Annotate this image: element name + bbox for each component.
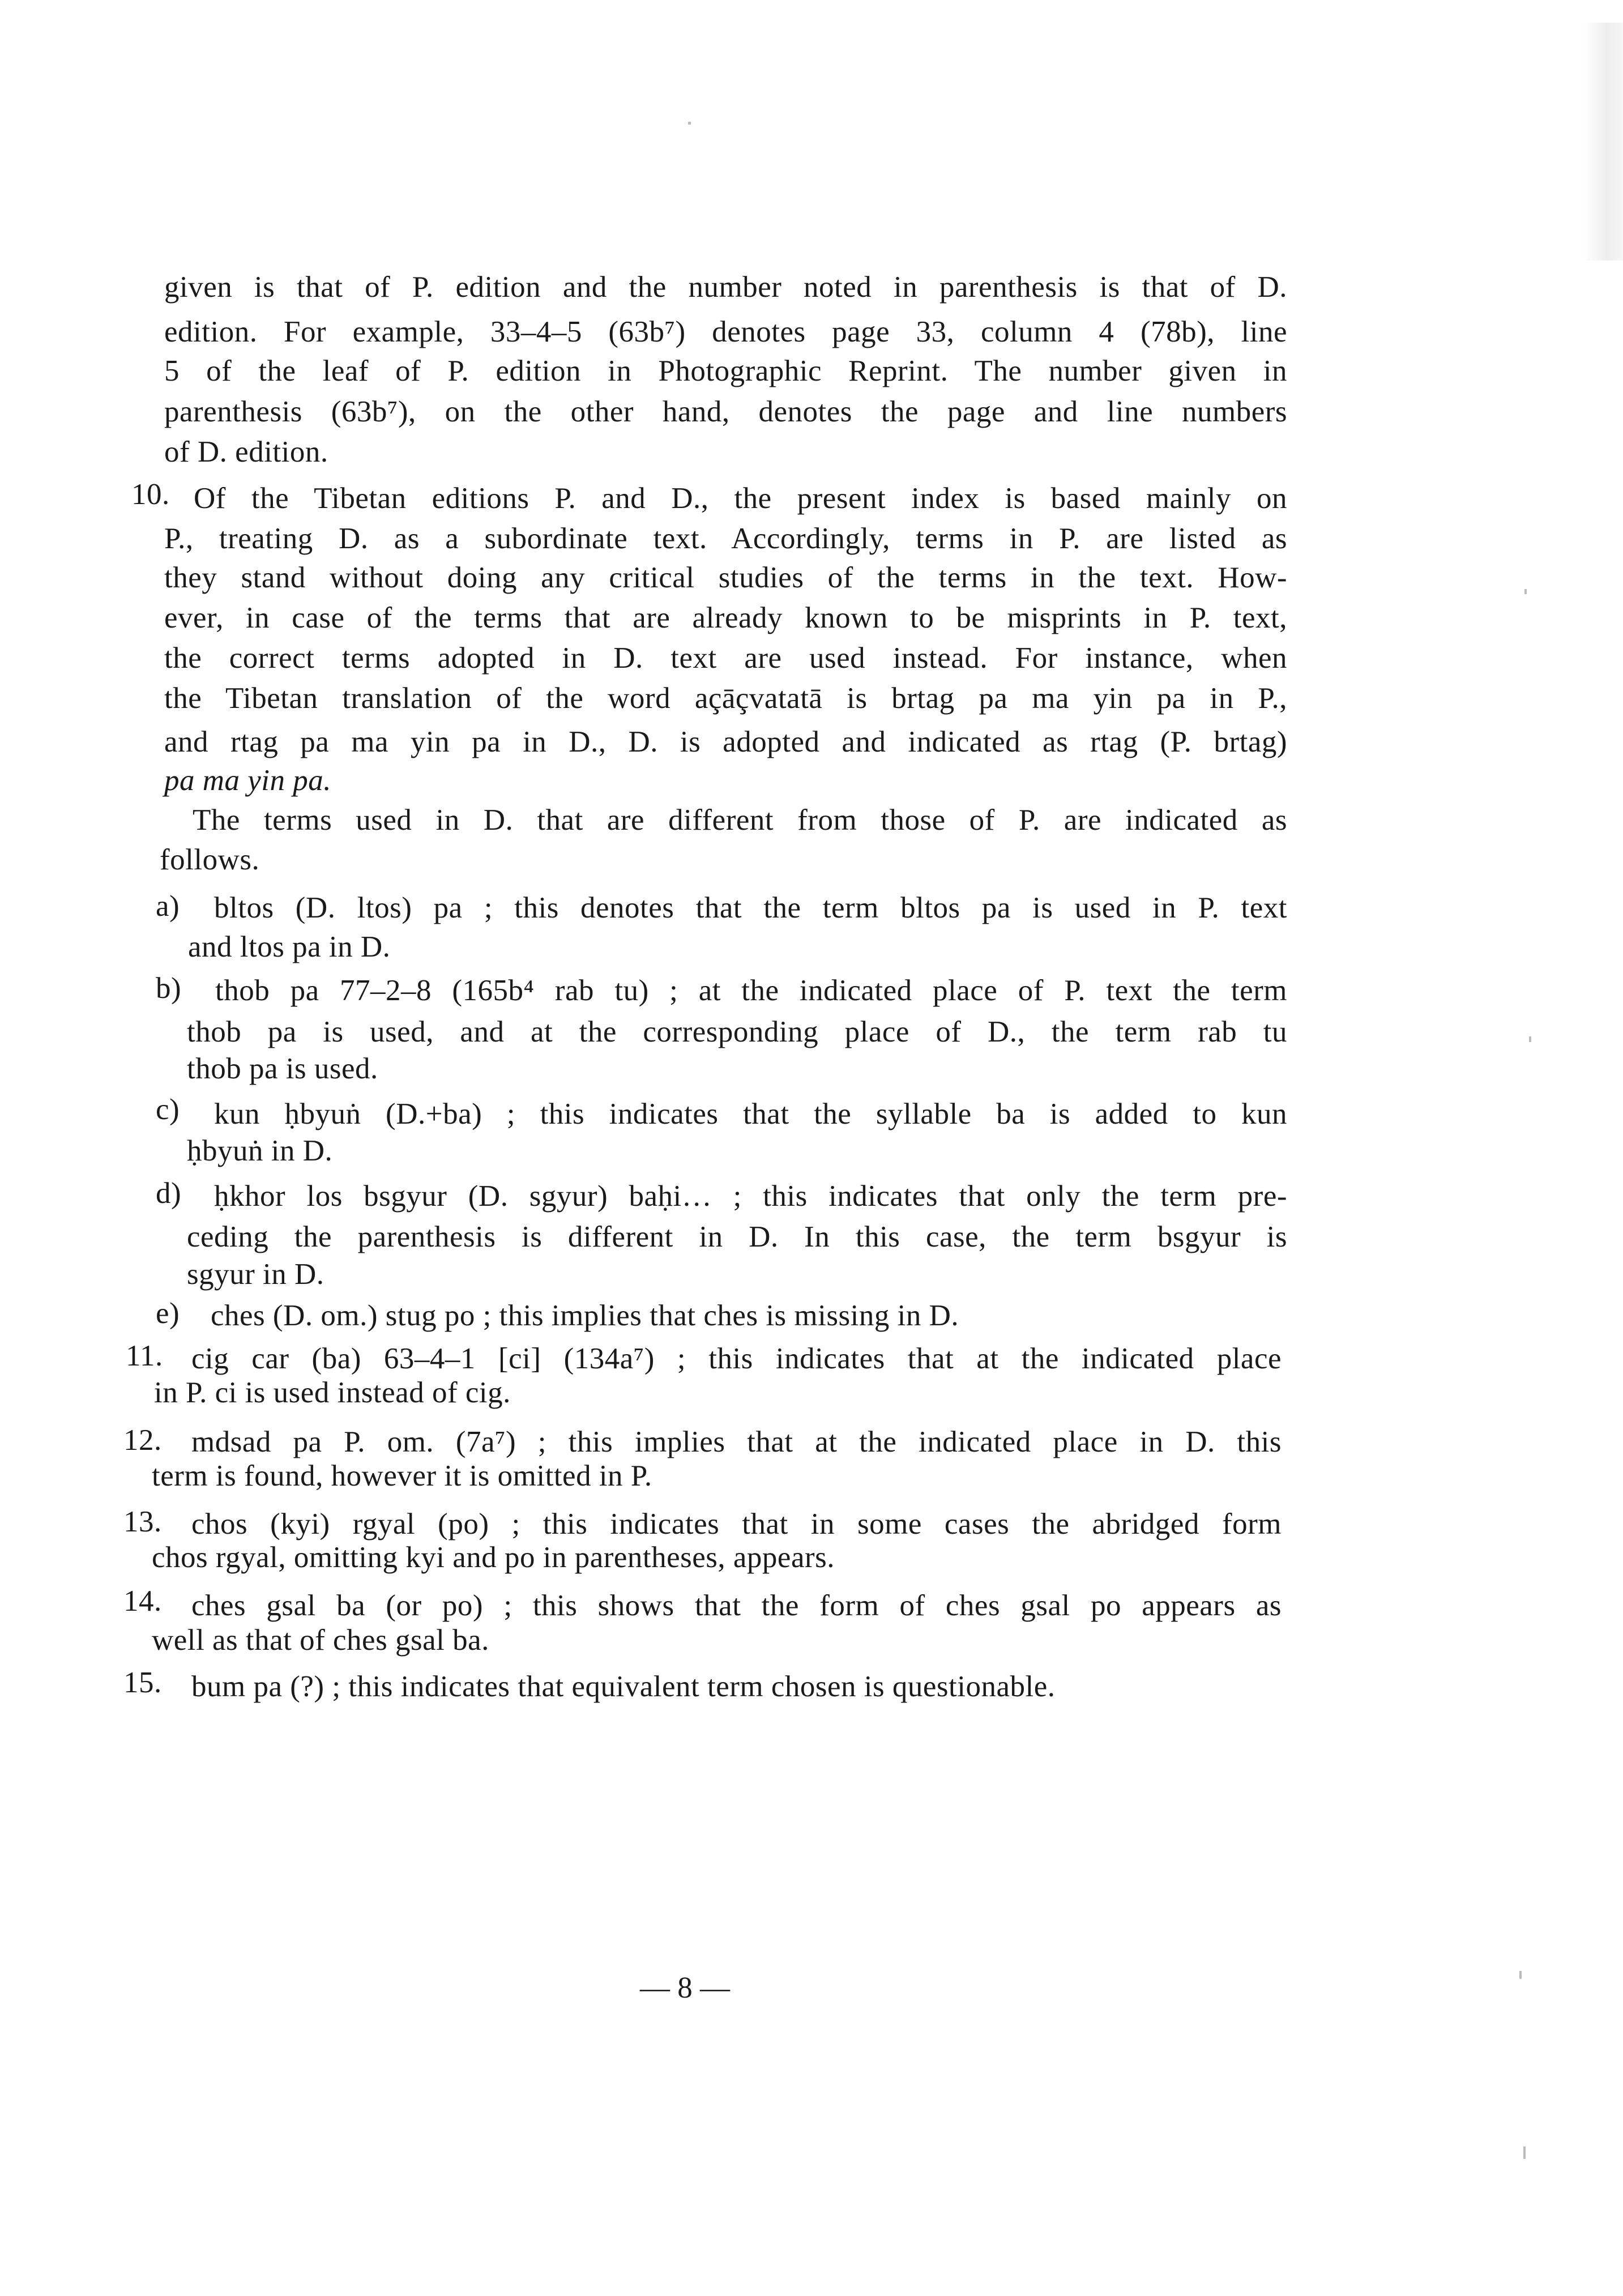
text-line: ḥbyuṅ in D. [187,1134,333,1167]
sub-item-label: e) [156,1297,180,1330]
text-line: thob pa is used, and at the corresponding place of D., the term rab tu [187,1015,1287,1048]
scan-speck [1519,1971,1522,1979]
text-line: they stand without doing any critical studies of the terms in the text. How- [164,561,1287,594]
text-line: bltos (D. ltos) pa ; this denotes that the term bltos pa is used in P. text [214,891,1287,924]
text-line: thob pa is used. [187,1052,378,1085]
item-number: 13. [123,1505,162,1538]
text-line: ḥkhor los bsgyur (D. sgyur) baḥi… ; this indicates that only the term pre- [214,1180,1287,1213]
text-line: mdsad pa P. om. (7a⁷) ; this implies that at the indicated place in D. this [191,1426,1282,1458]
item-number: 15. [123,1666,162,1699]
text-line: in P. ci is used instead of cig. [154,1376,511,1409]
text-line: ches gsal ba (or po) ; this shows that the form of ches gsal po appears as [191,1589,1282,1622]
text-line: edition. For example, 33–4–5 (63b⁷) denotes page 33, column 4 (78b), line [164,315,1287,348]
text-line: sgyur in D. [187,1258,324,1291]
text-line: and rtag pa ma yin pa in D., D. is adopted and indicated as rtag (P. brtag) [164,725,1287,758]
text-line: term is found, however it is omitted in P. [152,1459,652,1492]
sub-item-label: c) [156,1093,180,1126]
text-line: and ltos pa in D. [188,931,391,963]
text-line: well as that of ches gsal ba. [152,1624,489,1657]
text-line: The terms used in D. that are different from those of P. are indicated as [193,804,1287,837]
text-line: P., treating D. as a subordinate text. Accordingly, terms in P. are listed as [164,522,1287,555]
text-line: given is that of P. edition and the number noted in parenthesis is that of D. [164,271,1287,304]
text-line: kun ḥbyuṅ (D.+ba) ; this indicates that the syllable ba is added to kun [214,1098,1287,1130]
text-line: of D. edition. [164,436,328,468]
sub-item-label: b) [156,972,182,1005]
item-number: 11. [126,1339,163,1372]
item-number: 14. [123,1585,162,1618]
text-line: ceding the parenthesis is different in D. In this case, the term bsgyur is [187,1220,1287,1253]
text-line: 5 of the leaf of P. edition in Photographic Reprint. The number given in [164,355,1287,387]
sub-item-label: a) [156,890,180,923]
text-line: ches (D. om.) stug po ; this implies that ches is missing in D. [211,1299,959,1332]
text-line: ever, in case of the terms that are already known to be misprints in P. text, [164,601,1287,634]
sub-item-label: d) [156,1177,182,1210]
item-number: 12. [123,1424,162,1457]
text-line: Of the Tibetan editions P. and D., the present index is based mainly on [194,482,1287,515]
scan-edge-shadow [1583,23,1623,261]
text-line: bum pa (?) ; this indicates that equivalent term chosen is questionable. [191,1670,1056,1703]
text-line: parenthesis (63b⁷), on the other hand, denotes the page and line numbers [164,395,1287,428]
item-number: 10. [131,478,170,511]
page-number: — 8 — [640,1971,730,2004]
text-line: chos (kyi) rgyal (po) ; this indicates that in some cases the abridged form [191,1508,1282,1540]
text-line: follows. [160,843,260,876]
scan-speck [1529,1036,1531,1042]
text-line: pa ma yin pa. [164,764,332,797]
scan-speck [1524,589,1527,594]
text-line: chos rgyal, omitting kyi and po in parentheses, appears. [152,1541,835,1574]
scan-speck [1523,2146,1526,2159]
text-line: the correct terms adopted in D. text are used instead. For instance, when [164,642,1287,675]
text-line: thob pa 77–2–8 (165b⁴ rab tu) ; at the indicated place of P. text the term [215,974,1287,1007]
text-line: cig car (ba) 63–4–1 [ci] (134a⁷) ; this indicates that at the indicated place [191,1342,1282,1375]
text-line: the Tibetan translation of the word açāçvatatā is brtag pa ma yin pa in P., [164,682,1287,715]
scan-speck [688,122,691,125]
